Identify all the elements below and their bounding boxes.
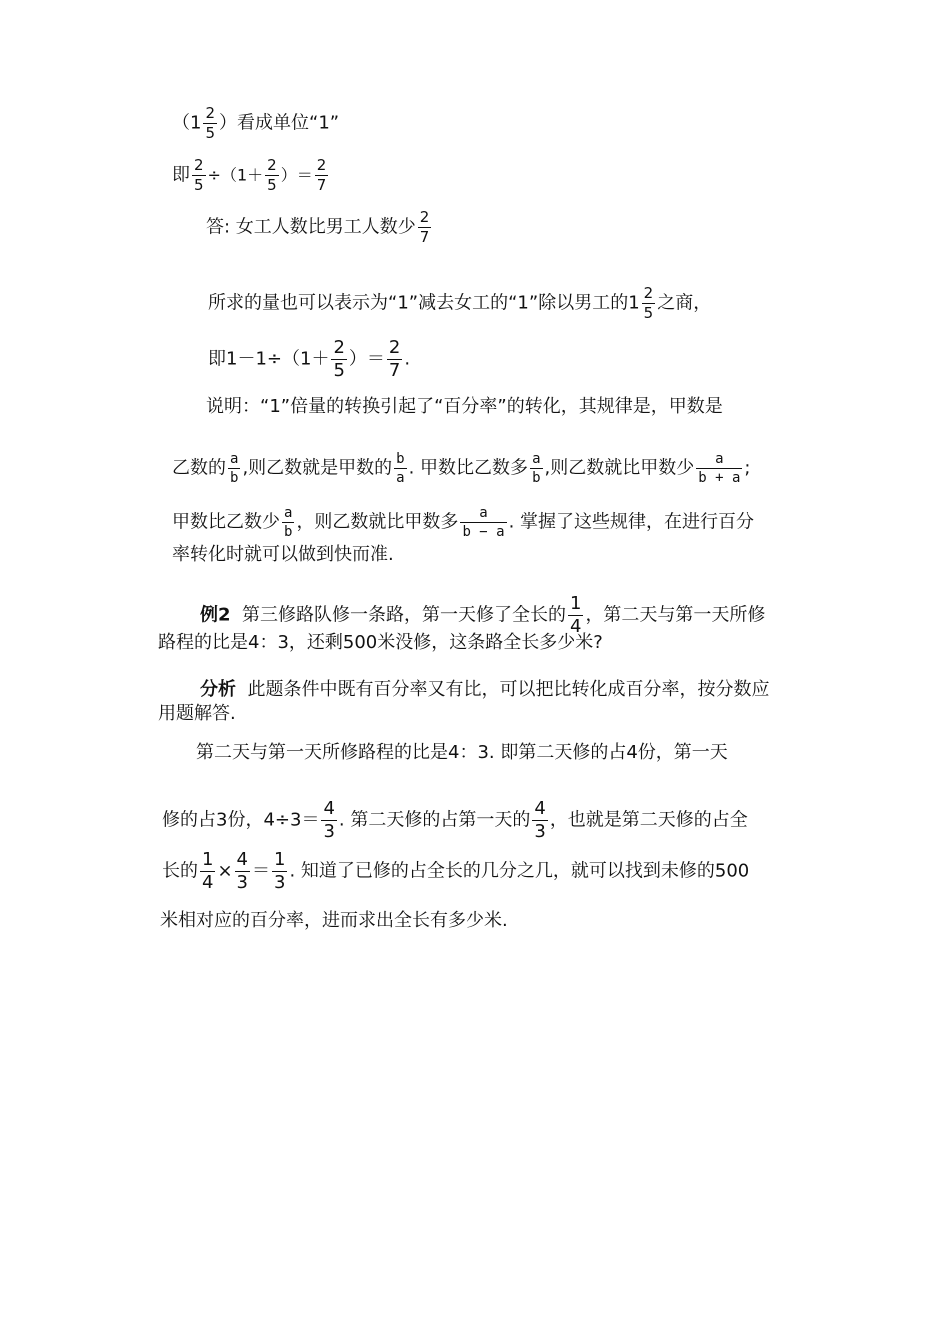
- fraction: $\frac{2}{7}$: [388, 337, 401, 381]
- solution-line-3: 长的 $\frac{1}{4}$ × $\frac{4}{3}$ ＝ $\frac{1}{3}$ . 知道了已修的占全长的几分之几，就可以找到未修的500: [162, 849, 750, 893]
- fraction: $\frac{a}{b - a}$: [462, 505, 505, 540]
- alt-explanation-line: 所求的量也可以表示为“1”减去女工的“1”除以男工的1 $\frac{2}{5}$ 之商，: [208, 284, 712, 322]
- analysis-label: 分析: [200, 679, 236, 700]
- unit-suffix: ）看成单位“1”: [219, 112, 340, 134]
- example-line-2: 路程的比是4：3，还剩500米没修，这条路全长多少米?: [158, 632, 603, 653]
- fraction: $\frac{2}{5}$: [643, 284, 654, 322]
- fraction: $\frac{2}{7}$: [316, 156, 327, 194]
- solution-line-2: 修的占3份，4÷3＝ $\frac{4}{3}$ . 第二天修的占第一天的 $\frac{4}{3}$ ，也就是第二天修的占全: [162, 798, 748, 842]
- fraction: $\frac{a}{b + a}$: [698, 451, 741, 486]
- note-line-2: 乙数的 $\frac{a}{b}$ ,则乙数就是甲数的 $\frac{b}{a}$ . 甲数比乙数多 $\frac{a}{b}$ ,则乙数就比甲数少 $\frac{a}{b + a}$ ;: [172, 451, 751, 486]
- fraction: $\frac{2}{5}$: [205, 104, 215, 142]
- fraction: $\frac{2}{5}$: [333, 337, 345, 381]
- fraction: $\frac{2}{7}$: [419, 208, 430, 246]
- note-line-4: 率转化时就可以做到快而准.: [172, 544, 394, 565]
- note-line-1: 说明：“1”倍量的转换引起了“百分率”的转化，其规律是，甲数是: [206, 396, 723, 417]
- fraction: $\frac{a}{b}$: [230, 451, 239, 486]
- answer-line: 答: 女工人数比男工人数少 $\frac{2}{7}$: [206, 208, 430, 246]
- fraction: $\frac{1}{3}$: [274, 849, 286, 893]
- note-line-3: 甲数比乙数少 $\frac{a}{b}$ ，则乙数就比甲数多 $\frac{a}{b - a}$ . 掌握了这些规律，在进行百分: [172, 505, 755, 540]
- analysis-line-1: 分析 此题条件中既有百分率又有比，可以把比转化成百分率，按分数应: [200, 679, 770, 700]
- solution-line-4: 米相对应的百分率，进而求出全长有多少米.: [160, 910, 508, 931]
- formula-line: 即 $\frac{2}{5}$ ÷（1＋ $\frac{2}{5}$ ）＝ $\frac{2}{7}$: [172, 156, 327, 194]
- analysis-line-2: 用题解答.: [158, 703, 236, 724]
- unit-prefix: （1: [172, 112, 202, 134]
- fraction: $\frac{b}{a}$: [396, 451, 405, 486]
- example-label: 例2: [200, 604, 231, 626]
- fraction: $\frac{4}{3}$: [323, 798, 335, 842]
- fraction: $\frac{a}{b}$: [532, 451, 541, 486]
- unit-line: [172, 106, 339, 141]
- fraction: $\frac{2}{5}$: [194, 156, 204, 194]
- alt-formula-line: 即1－1÷（1＋ $\frac{2}{5}$ ）＝ $\frac{2}{7}$ .: [208, 337, 411, 381]
- example-line-1: 例2 第三修路队修一条路，第一天修了全长的 $\frac{1}{4}$ ，第二天与第一天所修: [200, 593, 766, 637]
- fraction: $\frac{1}{4}$: [569, 593, 582, 637]
- fraction: $\frac{2}{5}$: [267, 156, 277, 194]
- fraction: $\frac{a}{b}$: [284, 505, 293, 540]
- solution-line-1: 第二天与第一天所修路程的比是4：3. 即第二天修的占4份，第一天: [196, 742, 728, 763]
- fraction: $\frac{1}{4}$: [202, 849, 214, 893]
- fraction: $\frac{4}{3}$: [236, 849, 248, 893]
- fraction: $\frac{4}{3}$: [534, 798, 546, 842]
